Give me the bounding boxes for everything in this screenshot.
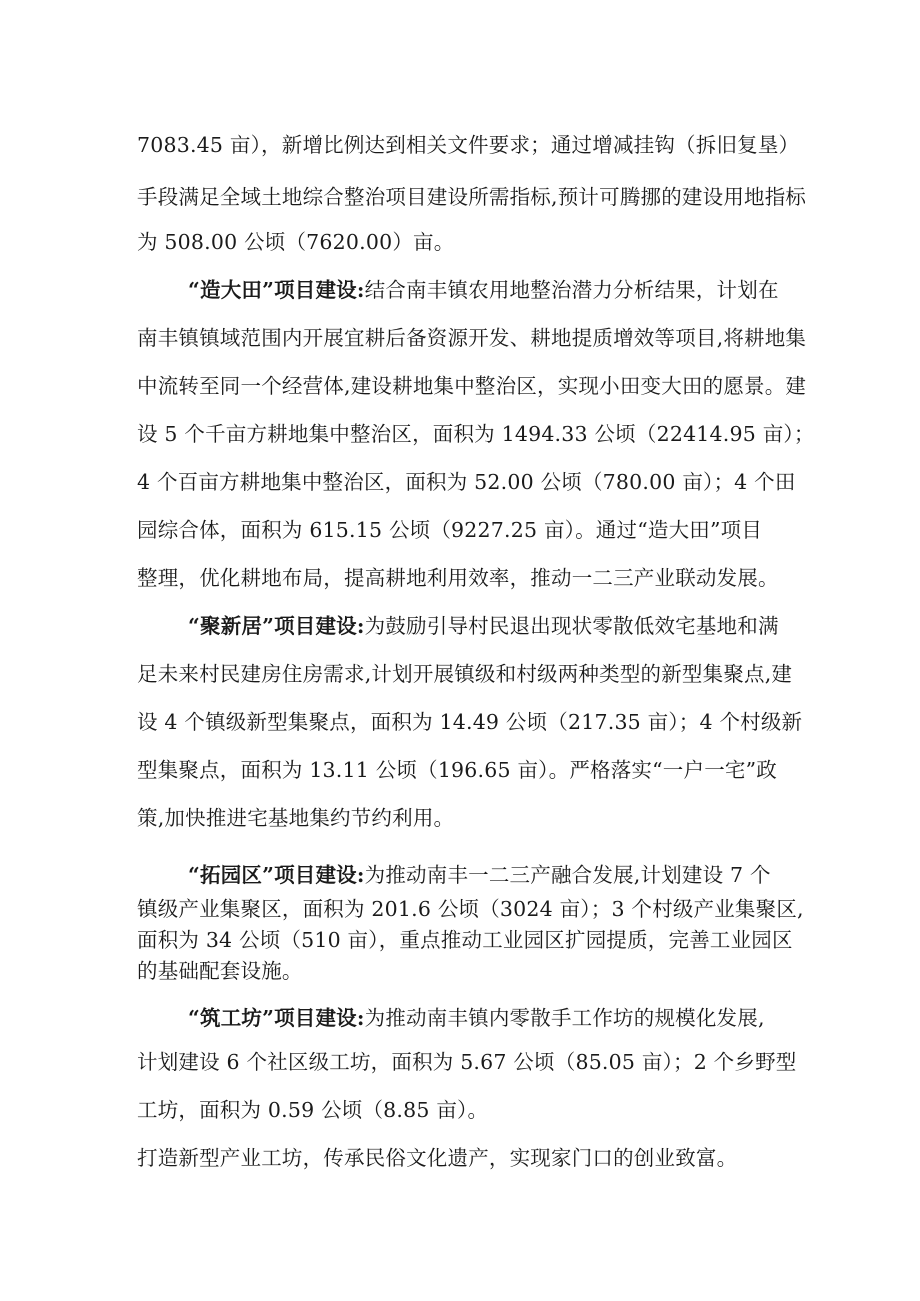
paragraph-line: 4 个百亩方耕地集中整治区，面积为 52.00 公顷（780.00 亩）；4 个田 [137, 470, 796, 494]
paragraph-line: 工坊，面积为 0.59 公顷（8.85 亩）。 [137, 1098, 489, 1122]
paragraph-line: 的基础配套设施。 [137, 959, 303, 983]
paragraph-line: 7083.45 亩），新增比例达到相关文件要求；通过增减挂钩（拆旧复垦） [137, 133, 800, 157]
paragraph-line: 整理，优化耕地布局，提高耕地利用效率，推动一二三产业联动发展。 [137, 566, 779, 590]
paragraph-line: 型集聚点，面积为 13.11 公顷（196.65 亩）。严格落实“一户一宅”政 [137, 758, 777, 782]
paragraph-line: 手段满足全域土地综合整治项目建设所需指标,预计可腾挪的建设用地指标 [137, 185, 807, 209]
paragraph-line: 设 5 个千亩方耕地集中整治区，面积为 1494.33 公顷（22414.95 亩）； [137, 422, 815, 446]
paragraph-line: 策,加快推进宅基地集约节约利用。 [137, 806, 455, 830]
paragraph-line: 园综合体，面积为 615.15 公顷（9227.25 亩）。通过“造大田”项目 [137, 518, 763, 542]
paragraph-line: 为推动南丰一二三产融合发展,计划建设 7 个 [364, 863, 771, 887]
paragraph-line: 南丰镇镇域范围内开展宜耕后备资源开发、耕地提质增效等项目,将耕地集 [137, 326, 807, 350]
paragraph-first-line [188, 273, 796, 303]
paragraph-line: 设 4 个镇级新型集聚点，面积为 14.49 公顷（217.35 亩）；4 个村级新 [137, 710, 803, 734]
section-heading: “聚新居”项目建设: [188, 614, 365, 638]
section-heading: “拓园区”项目建设: [188, 863, 365, 887]
paragraph-line: 为 508.00 公顷（7620.00）亩。 [137, 230, 455, 254]
paragraph-line: 打造新型产业工坊，传承民俗文化遗产，实现家门口的创业致富。 [137, 1146, 738, 1170]
paragraph-line: 中流转至同一个经营体,建设耕地集中整治区，实现小田变大田的愿景。建 [137, 374, 807, 398]
paragraph-line: 面积为 34 公顷（510 亩），重点推动工业园区扩园提质，完善工业园区 [137, 928, 793, 952]
paragraph-line: 为鼓励引导村民退出现状零散低效宅基地和满 [364, 614, 779, 638]
paragraph-line: 结合南丰镇农用地整治潜力分析结果，计划在 [364, 278, 779, 302]
paragraph-first-line [188, 1001, 796, 1031]
paragraph-line: 足未来村民建房住房需求,计划开展镇级和村级两种类型的新型集聚点,建 [137, 662, 793, 686]
paragraph-line: 计划建设 6 个社区级工坊，面积为 5.67 公顷（85.05 亩）；2 个乡野型 [137, 1050, 797, 1074]
paragraph-line: 为推动南丰镇内零散手工作坊的规模化发展, [364, 1006, 765, 1030]
section-heading: “造大田”项目建设: [188, 278, 365, 302]
paragraph-first-line [188, 609, 796, 639]
paragraph-line: 镇级产业集聚区，面积为 201.6 公顷（3024 亩）；3 个村级产业集聚区, [137, 897, 804, 921]
paragraph-first-line [188, 858, 796, 888]
section-heading: “筑工坊”项目建设: [188, 1006, 365, 1030]
